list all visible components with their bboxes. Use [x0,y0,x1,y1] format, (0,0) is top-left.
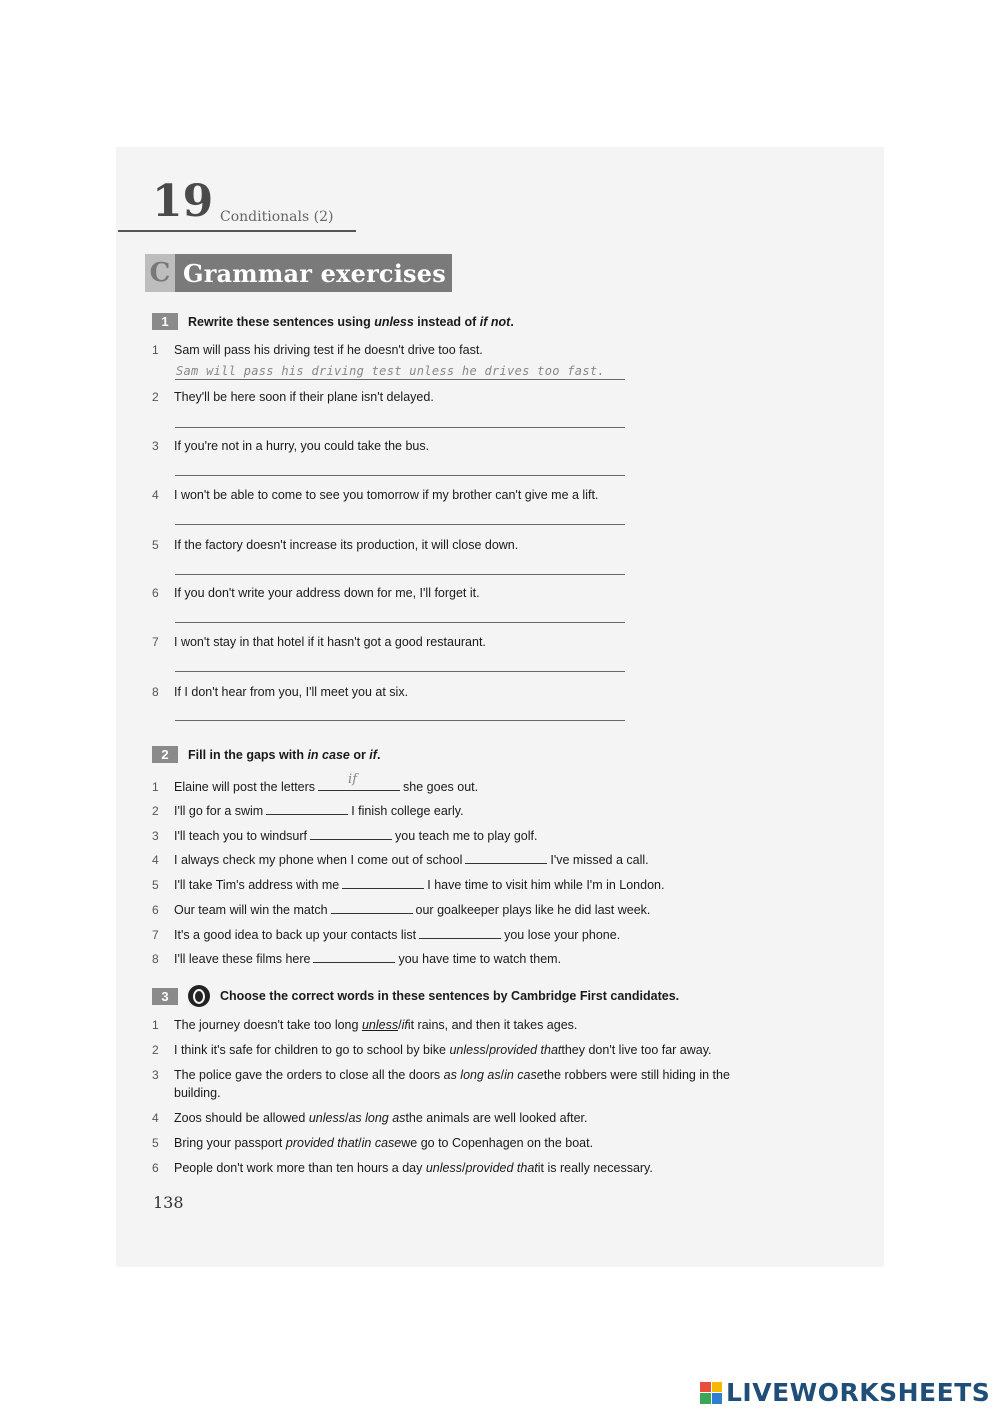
gap-input[interactable] [331,901,413,914]
choice-option[interactable]: provided that [489,1043,562,1057]
list-item: 8 I'll leave these films here you have time to watch them. [152,952,562,966]
list-item: 6 If you don't write your address down for me, I'll forget it. [152,586,480,600]
answer-line[interactable] [175,475,625,476]
gap-input[interactable] [310,827,392,840]
answer-line[interactable] [175,427,625,428]
liveworksheets-icon [700,1382,722,1404]
gap-input[interactable]: if [318,778,400,791]
page-number: 138 [153,1193,184,1212]
list-item: 4 I won't be able to come to see you tomorrow if my brother can't give me a lift. [152,488,599,502]
answer-line[interactable] [175,574,625,575]
list-item: 2 They'll be here soon if their plane isn't delayed. [152,390,434,404]
liveworksheets-logo[interactable] [700,1378,990,1407]
choice-option[interactable]: provided that [465,1161,538,1175]
list-item: 5 Bring your passport provided that / in case we go to Copenhagen on the boat. [152,1136,594,1150]
chapter-title: Conditionals (2) [220,209,334,225]
choice-option[interactable]: unless [449,1043,486,1057]
exercise-instruction: Choose the correct words in these sentences by Cambridge First candidates. [220,989,680,1003]
choice-option[interactable]: in case [361,1136,402,1150]
choice-option[interactable]: as long as [348,1111,406,1125]
exercise-1-header [152,313,514,330]
section-header [145,254,452,292]
list-item-continuation: building. [174,1086,221,1100]
gap-input[interactable] [266,802,348,815]
exercise-number: 3 [152,988,178,1005]
list-item: 7 It's a good idea to back up your contacts list you lose your phone. [152,928,621,942]
list-item: 4 Zoos should be allowed unless / as long as the animals are well looked after. [152,1111,588,1125]
exercise-instruction: Rewrite these sentences using unless instead of if not. [188,314,514,329]
chapter-number: 19 [152,176,214,227]
gap-input[interactable] [419,926,501,939]
gap-input[interactable] [313,950,395,963]
choice-option[interactable]: as long as [443,1068,501,1082]
example-answer: Sam will pass his driving test unless he drives too fast. [176,364,605,378]
choice-option[interactable]: in case [504,1068,544,1082]
list-item: 5 If the factory doesn't increase its production, it will close down. [152,538,519,552]
list-item: 1 Elaine will post the letters if she goes out. [152,772,479,794]
exercise-2-header [152,746,380,763]
section-letter: C [145,254,175,292]
section-title: Grammar exercises [183,258,446,288]
list-item: 6 People don't work more than ten hours a day unless / provided that it is really necessary. [152,1161,653,1175]
choice-option[interactable]: unless [425,1161,462,1175]
list-item: 7 I won't stay in that hotel if it hasn't got a good restaurant. [152,635,486,649]
list-item: 8 If I don't hear from you, I'll meet you at six. [152,685,409,699]
brand-name: LIVEWORKSHEETS [726,1378,991,1407]
choice-option[interactable]: unless [361,1018,399,1032]
list-item: 2 I'll go for a swim I finish college early. [152,804,464,818]
choice-option[interactable]: provided that [285,1136,359,1150]
chapter-divider [118,230,356,232]
list-item: 2 I think it's safe for children to go to school by bike unless / provided that they don't live too far away. [152,1043,712,1057]
list-item: 4 I always check my phone when I come out of school I've missed a call. [152,853,649,867]
exercise-number: 2 [152,746,178,763]
list-item: 1 The journey doesn't take too long unless / if it rains, and then it takes ages. [152,1018,578,1032]
gap-input[interactable] [465,851,547,864]
answer-line[interactable] [175,379,625,380]
list-item: 6 Our team will win the match our goalkeeper plays like he did last week. [152,903,651,917]
choice-option[interactable]: unless [308,1111,345,1125]
list-item: 1 Sam will pass his driving test if he doesn't drive too fast. [152,343,483,357]
answer-line[interactable] [175,622,625,623]
answer-line[interactable] [175,524,625,525]
exercise-3-header [152,985,679,1007]
gap-input[interactable] [342,876,424,889]
list-item: 5 I'll take Tim's address with me I have time to visit him while I'm in London. [152,878,665,892]
answer-line[interactable] [175,720,625,721]
exercise-number: 1 [152,313,178,330]
answer-line[interactable] [175,671,625,672]
exercise-instruction: Fill in the gaps with in case or if. [188,747,381,762]
list-item: 3 If you're not in a hurry, you could take the bus. [152,439,430,453]
list-item: 3 The police gave the orders to close all the doors as long as / in case the robbers were still hiding in the [152,1068,730,1082]
list-item: 3 I'll teach you to windsurf you teach me to play golf. [152,829,538,843]
choice-option[interactable]: if [401,1018,408,1032]
cambridge-eye-icon [188,985,210,1007]
